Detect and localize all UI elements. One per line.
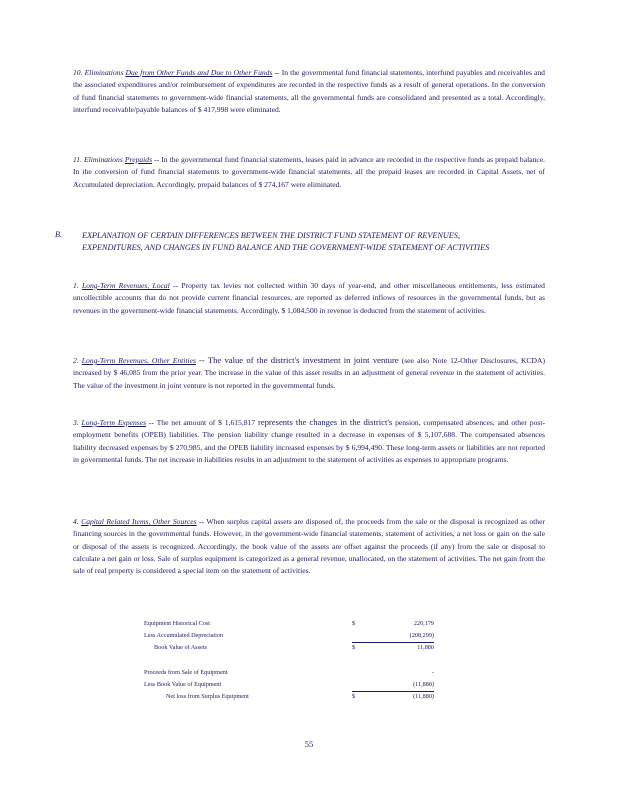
- note-11-text: -- In the governmental fund financial statements, leases paid in advance are recorded in the respective funds as prepaid balance. In the conversion of fund financial statements to government-wide financial statements, all the prepaid leases are recorded in Capital Assets, net of Accumulated depreciation. Accordingly, prepaid balances of $ 274,167 were eliminated.: [73, 155, 546, 189]
- row-amount: 220,179: [413, 620, 434, 627]
- item-1-text: -- Property tax levies not collected within 30 days of year-end, and other miscellaneous entitlements, less estimated uncollectible accounts that do not provide current financial resources, are reported as deferred inflows of resources in the governmental funds, but as revenues in the government-wide financial statements. Accordingly, $ 1,084,500 in revenue is deducted from the statement of activities.: [73, 281, 545, 315]
- row-label: Equipment Historical Cost: [144, 620, 210, 627]
- item-2-text-b: (see also Note 12-Other Disclosures, KCDA) increased by $ 46,085 from the prior year. The increase in the value of this asset results in an adjustment of general revenue in the statement of activities. The value of the investment in joint venture is not reported in the governmental funds.: [73, 356, 545, 390]
- note-10-paragraph: [73, 67, 545, 116]
- item-4-paragraph: [73, 516, 545, 577]
- page-number: 55: [304, 739, 314, 749]
- item-1-title: Long-Term Revenues, Local: [81, 281, 170, 290]
- note-10-text: -- In the governmental fund financial statements, interfund payables and receivables and the associated expenditures and/or reimbursement of expenditures are recorded in the respective funds as a result of general operations. In the conversion of fund financial statements to government-wide financial statements, all the governmental funds are consolidated and presented as a total. Accordingly, interfund receivable/payable balances of $ 417,998 were eliminated.: [73, 68, 545, 114]
- note-11-title: Prepaids: [124, 155, 153, 164]
- row-label: Less Book Value of Equipment: [144, 681, 222, 688]
- dollar-sign: $: [352, 644, 356, 651]
- item-3-text-a: -- The net amount of $ 1,615,817: [148, 418, 256, 427]
- dollar-sign: $: [352, 620, 356, 627]
- note-11-number: 11. Eliminations: [73, 155, 123, 164]
- subtotal-rule: [352, 642, 434, 643]
- row-label: Proceeds from Sale of Equipment: [144, 669, 228, 676]
- item-2-paragraph: [73, 354, 545, 392]
- note-11-paragraph: [73, 154, 545, 191]
- item-3-title: Long-Term Expenses: [81, 418, 147, 427]
- row-amount: (11,880): [413, 693, 434, 700]
- table-row: [144, 630, 434, 642]
- item-4-text: -- When surplus capital assets are disposed of, the proceeds from the sale or the disposal is recognized as other financing sources in the governmental funds. However, in the government-wide financial statements, statement of activities, a net loss or gain on the sale or disposal of the assets is recognized. Accordingly, the book value of the assets are offset against the proceeds (if any) from the sale or disposal to calculate a net gain or loss. Sale of surplus equipment is categorized as a general revenue, unallocated, on the statement of activities. The net gain from the sale of real property is considered a special item on the statement of activities.: [73, 517, 545, 576]
- note-10-number: 10. Eliminations: [73, 68, 124, 77]
- row-amount: (11,880): [413, 681, 434, 688]
- item-3-paragraph: [73, 416, 545, 466]
- table-row: [144, 642, 434, 654]
- item-1-number: 1.: [73, 281, 79, 290]
- table-row: [144, 679, 434, 691]
- row-amount: 11,880: [417, 644, 434, 651]
- item-4-title: Capital Related Items, Other Sources: [81, 517, 197, 526]
- item-4-number: 4.: [73, 517, 79, 526]
- item-3-text-c: pension, compensated absences, and other post-employment benefits (OPEB) liabilities. The pension liability change resulted in a decrease in expenses of $ 5,107,688. The compensated absences liability decreased expenses by $ 270,985, and the OPEB liability increased expenses by $ 6,994,490. These long-term assets or liabilities are not reported in governmental funds. The net increase in liabilities results in an adjustment to the statement of activities as expenses to appropriate programs.: [73, 418, 545, 464]
- item-2-number: 2.: [73, 356, 79, 365]
- row-label: Less Accumulated Depreciation: [144, 632, 224, 639]
- section-heading: EXPLANATION OF CERTAIN DIFFERENCES BETWEEN THE DISTRICT FUND STATEMENT OF REVENUES, EXPENDITURES, AND CHANGES IN FUND BALANCE AND THE GOVERNMENT-WIDE STATEMENT OF ACTIVITIES: [82, 231, 490, 253]
- note-10-title: Due from Other Funds and Due to Other Funds: [125, 68, 273, 77]
- item-1-paragraph: [73, 280, 545, 317]
- row-amount: -: [431, 669, 434, 676]
- row-label: Net loss from Surplus Equipment: [166, 693, 249, 700]
- dollar-sign: $: [352, 693, 356, 700]
- table-row: [144, 618, 434, 630]
- item-2-title: Long-Term Revenues, Other Entities: [81, 356, 196, 365]
- gain-loss-table: [144, 667, 434, 703]
- row-amount: (208,299): [409, 632, 434, 639]
- row-label: Book Value of Assets: [154, 644, 207, 651]
- total-rule: [352, 691, 434, 692]
- section-letter: B.: [55, 230, 63, 239]
- item-2-text-a: -- The value of the district's investment in joint venture: [198, 355, 399, 365]
- table-row: [144, 691, 434, 703]
- item-3-number: 3.: [73, 418, 79, 427]
- item-3-text-b: represents the changes in the district's: [257, 417, 393, 427]
- book-value-table: [144, 618, 434, 654]
- table-row: [144, 667, 434, 679]
